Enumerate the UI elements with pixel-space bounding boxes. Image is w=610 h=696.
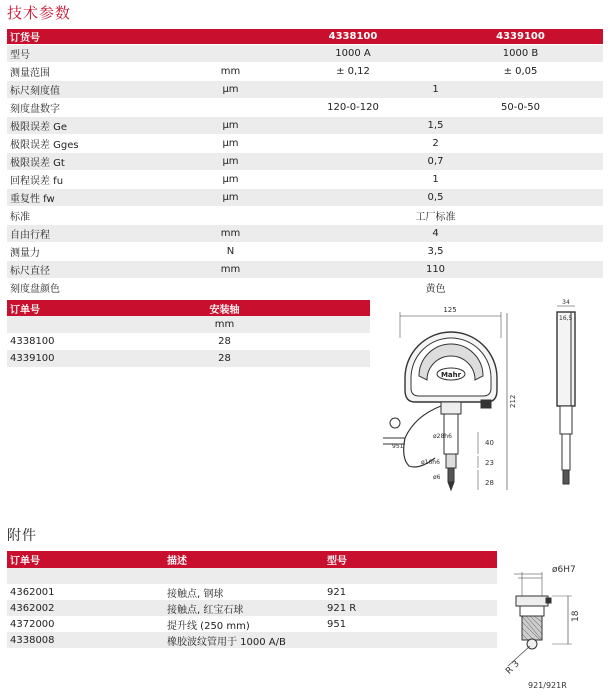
table-row [7, 616, 497, 632]
order-header [7, 300, 370, 316]
spec-value: 110 [425, 264, 446, 275]
dim-width-label: 125 [443, 306, 457, 314]
order-header-id: 订单号 [10, 304, 40, 316]
acc-type: 921 [327, 586, 347, 598]
lift-wire-label: 951 [392, 443, 404, 450]
spec-label: 刻度盘颜色 [10, 284, 60, 295]
spec-unit: µm [222, 84, 239, 95]
spec-value: 1,5 [427, 120, 444, 131]
spec-label: 标准 [10, 212, 30, 223]
acc-type: 921 R [327, 602, 357, 614]
gauge-technical-drawing [375, 298, 607, 513]
acc-id: 4372000 [10, 618, 55, 630]
order-id: 4339100 [10, 353, 55, 364]
acc-id: 4362002 [10, 602, 55, 614]
dia-6-label: ø6 [433, 474, 441, 481]
spec-value: 工厂标准 [415, 212, 456, 223]
table-row [7, 225, 603, 243]
spec-value: 0,5 [427, 192, 444, 203]
spec-value: 2 [432, 138, 439, 149]
acc-id: 4362001 [10, 586, 55, 598]
spec-label: 重复性 fw [10, 194, 55, 205]
spec-value: 4 [432, 228, 439, 239]
spec-label: 极限误差 Ge [10, 122, 68, 133]
table-row [7, 261, 603, 279]
spec-unit: µm [222, 120, 239, 131]
order-header-shaft: 安装轴 [209, 304, 240, 316]
spec-unit: mm [220, 228, 241, 239]
acc-id: 4338008 [10, 634, 55, 646]
dim-23-label: 23 [485, 459, 494, 467]
spec-value: 3,5 [427, 246, 444, 257]
tip-len-label: 18 [571, 610, 581, 622]
accessories-table [7, 551, 497, 648]
spec-unit: µm [222, 174, 239, 185]
spec-label: 标尺直径 [10, 266, 50, 277]
table-row [7, 135, 603, 153]
spec-header-id: 订货号 [10, 33, 40, 44]
spec-label: 回程误差 fu [10, 176, 64, 187]
order-table [7, 300, 370, 367]
order-id: 4338100 [10, 336, 55, 347]
order-shaft: 28 [218, 353, 231, 364]
table-row [7, 243, 603, 261]
table-row [7, 584, 497, 600]
spec-value-b: 1000 B [502, 48, 539, 59]
spec-value: 0,7 [427, 156, 444, 167]
spec-value-b: 50-0-50 [500, 102, 541, 113]
spec-label: 测量范围 [10, 68, 50, 79]
side-34-label: 34 [562, 299, 570, 306]
spec-label: 刻度盘数字 [10, 104, 60, 115]
table-row [7, 333, 370, 350]
acc-desc: 橡胶波纹管用于 1000 A/B [167, 636, 286, 648]
table-row [7, 350, 370, 367]
spec-unit: µm [222, 192, 239, 203]
acc-type: 951 [327, 618, 347, 630]
dim-height-label: 212 [509, 394, 517, 408]
table-row [7, 99, 603, 117]
spec-value-b: ± 0,05 [503, 66, 538, 77]
dia-16h6-label: ø16h6 [421, 459, 440, 466]
acc-blank-row [7, 568, 497, 584]
table-row [7, 600, 497, 616]
dia-28h6-label: ø28h6 [433, 433, 452, 440]
page-title: 技术参数 [7, 4, 72, 22]
tip-dia-label: ø6H7 [552, 565, 576, 575]
accessories-title: 附件 [7, 528, 37, 544]
spec-label: 自由行程 [10, 230, 50, 241]
spec-unit: µm [222, 138, 239, 149]
spec-header-model-a: 4338100 [328, 31, 378, 42]
spec-label: 型号 [10, 50, 30, 61]
spec-value: 黄色 [425, 284, 446, 295]
spec-label: 极限误差 Gt [10, 158, 65, 169]
spec-unit: N [226, 246, 235, 257]
dim-28-label: 28 [485, 479, 494, 487]
order-shaft: 28 [218, 336, 231, 347]
acc-desc: 提升线 (250 mm) [167, 620, 250, 632]
spec-unit: mm [220, 264, 241, 275]
spec-label: 测量力 [10, 248, 40, 259]
table-row [7, 171, 603, 189]
spec-header [7, 29, 603, 45]
spec-value: 1 [432, 174, 439, 185]
order-unit-row [7, 316, 370, 333]
order-unit: mm [214, 319, 235, 330]
table-row [7, 207, 603, 225]
acc-desc: 接触点, 红宝石球 [167, 604, 244, 616]
table-row [7, 63, 603, 81]
spec-value-a: 1000 A [335, 48, 371, 59]
acc-desc: 接触点, 钢球 [167, 588, 224, 600]
table-row [7, 189, 603, 207]
table-row [7, 153, 603, 171]
spec-table [7, 29, 603, 297]
spec-value-a: ± 0,12 [336, 66, 370, 77]
table-row [7, 117, 603, 135]
brand-label: Mahr [440, 371, 462, 379]
spec-label: 标尺刻度值 [10, 86, 60, 97]
spec-value-a: 120-0-120 [327, 102, 379, 113]
table-row [7, 45, 603, 63]
contact-point-drawing [498, 556, 606, 694]
acc-header-desc: 描述 [167, 556, 187, 567]
tip-caption: 921/921R [528, 681, 567, 690]
spec-label: 极限误差 Gges [10, 140, 79, 151]
acc-header-type: 型号 [327, 556, 347, 567]
acc-header-id: 订单号 [10, 556, 40, 567]
tip-radius-label: R 3 [504, 659, 522, 677]
spec-unit: µm [222, 156, 239, 167]
spec-header-model-b: 4339100 [496, 31, 545, 42]
table-row [7, 632, 497, 648]
spec-unit: mm [220, 66, 241, 77]
table-row [7, 81, 603, 99]
dim-40-label: 40 [485, 439, 494, 447]
table-row [7, 279, 603, 297]
side-16-5-label: 16,5 [559, 315, 573, 322]
spec-value: 1 [432, 84, 439, 95]
accessories-header [7, 551, 497, 568]
